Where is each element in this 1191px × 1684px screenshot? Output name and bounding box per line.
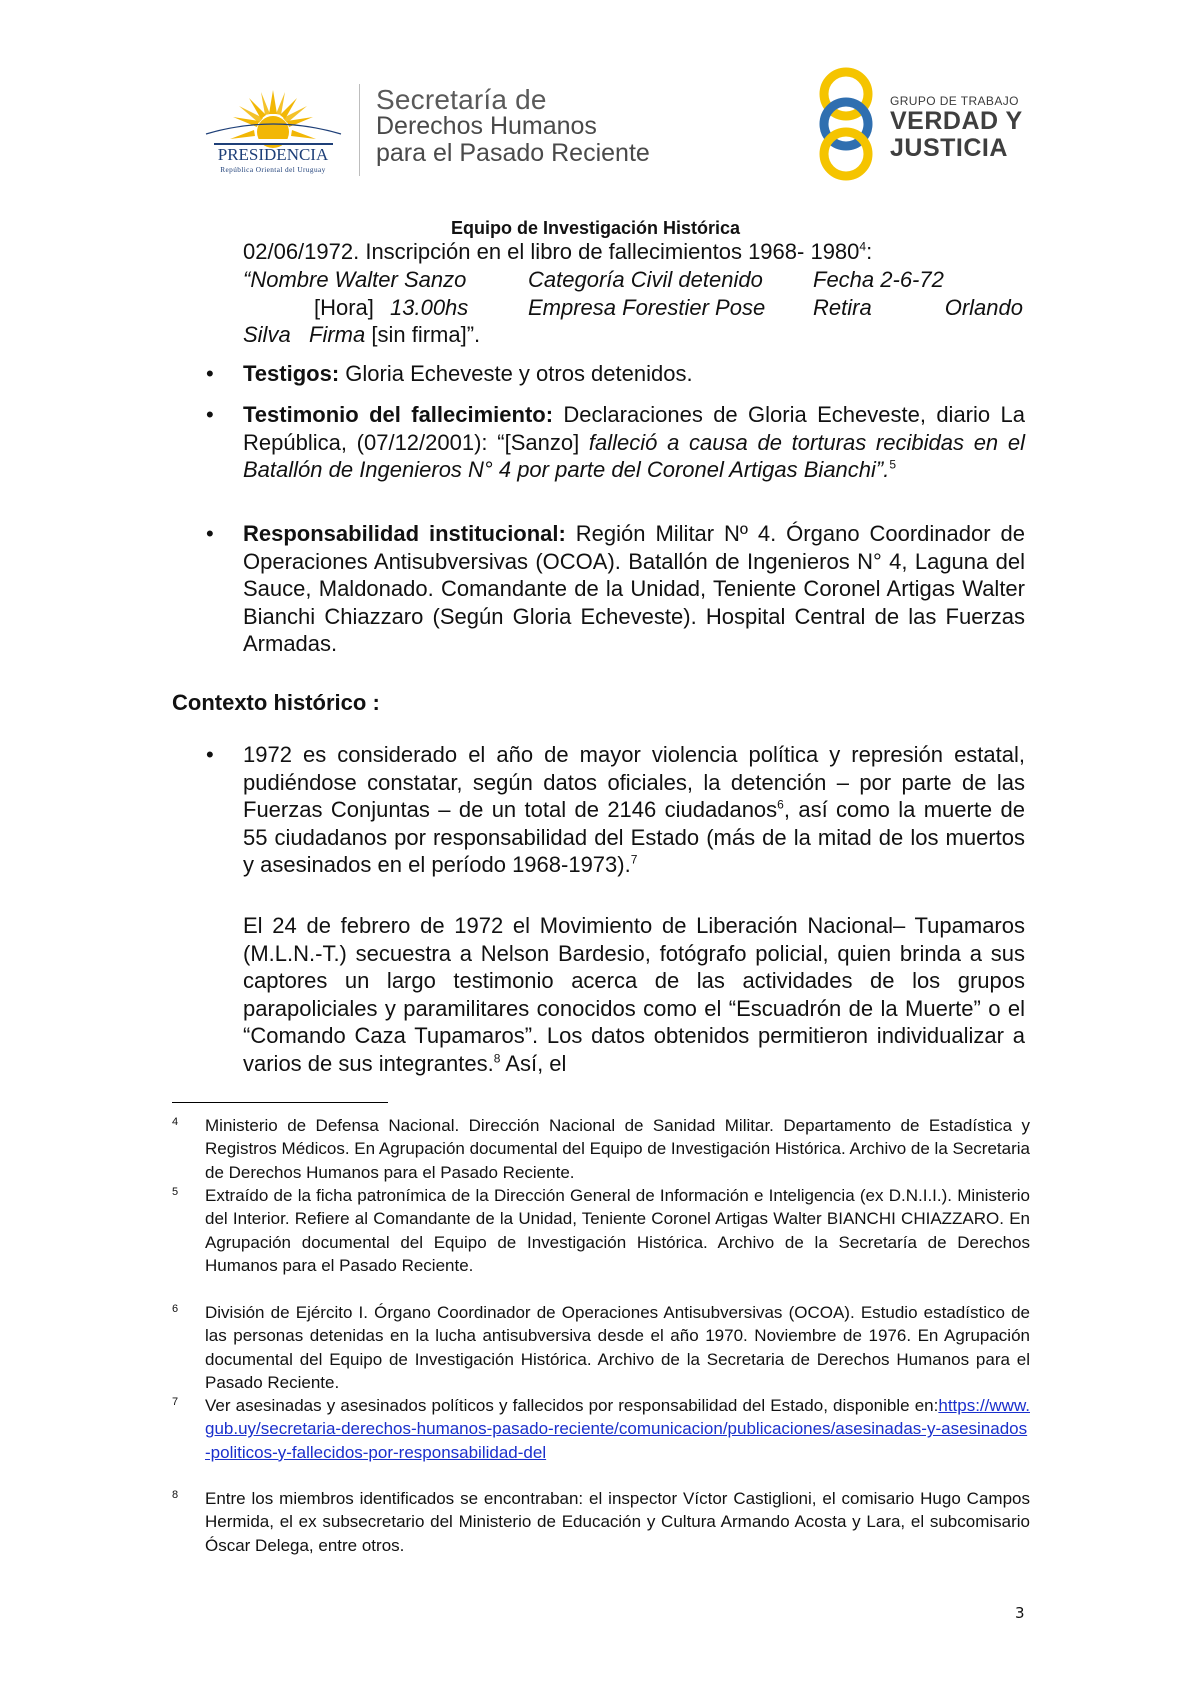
footnote-text: Entre los miembros identificados se encontraban: el inspector Víctor Castiglioni, el comisario Hugo Campos Hermida, el ex subsecretario del Ministerio de Educación y Cultura Armando Acosta y Lara, el subcomisario Óscar Delega, entre otros. xyxy=(205,1489,1030,1555)
context-p2-a: El 24 de febrero de 1972 el Movimiento de Liberación Nacional– Tupamaros (M.L.N.-T.) secuestra a Nelson Bardesio, fotógrafo policial, quien brinda a sus captores un largo testimonio acerca de las actividades de los grupos parapoliciales y paramilitares conocidos como el “Escuadrón de la Muerte” o el “Comando Caza Tupamaros”. Los datos obtenidos permitieron individualizar a varios de sus integrantes. xyxy=(243,913,1025,1076)
context-paragraph-2 xyxy=(243,912,1025,1077)
presidencia-logo xyxy=(196,84,351,176)
footnote-ref-4[interactable]: 4 xyxy=(859,239,867,254)
inscription-line-1 xyxy=(243,238,872,266)
footnote-number: 7 xyxy=(172,1396,179,1408)
gvj-line-1: VERDAD Y xyxy=(890,107,1023,135)
footnote-ref-7[interactable]: 7 xyxy=(630,852,638,867)
inscription-firma: Firma xyxy=(309,322,366,347)
footnote-5 xyxy=(172,1184,1030,1277)
inscription-retira: Retira xyxy=(813,295,872,320)
inscription-empresa: Empresa Forestier Pose xyxy=(528,295,766,320)
footnote-8 xyxy=(172,1487,1030,1557)
testigos-text: Gloria Echeveste y otros detenidos. xyxy=(345,361,693,386)
footnote-separator xyxy=(172,1102,388,1103)
testimonio-label: Testimonio del fallecimiento: xyxy=(243,402,554,427)
sun-emblem-icon xyxy=(196,84,351,176)
secretaria-line-3: para el Pasado Reciente xyxy=(376,139,650,167)
footnote-7-text: Ver asesinadas y asesinados políticos y fallecidos por responsabilidad del Estado, disponible en: xyxy=(205,1396,939,1415)
secretaria-line-2: Derechos Humanos xyxy=(376,112,597,140)
footnote-4 xyxy=(172,1114,1030,1184)
footnote-number: 4 xyxy=(172,1116,179,1128)
context-heading: Contexto histórico : xyxy=(172,690,380,715)
footnote-number: 5 xyxy=(172,1186,179,1198)
inscription-hora: 13.00hs xyxy=(390,295,469,320)
inscription-nombre: “Nombre Walter Sanzo xyxy=(243,267,467,292)
inscription-orlando: Orlando xyxy=(944,295,1023,320)
footnote-6 xyxy=(172,1301,1030,1394)
bullet-testigos-marker: • xyxy=(206,361,214,386)
responsabilidad-label: Responsabilidad institucional: xyxy=(243,521,566,546)
footnote-7 xyxy=(172,1394,1030,1464)
footnote-text: Ministerio de Defensa Nacional. Dirección Nacional de Sanidad Militar. Departamento de Estadística y Registros Médicos. En Agrupación documental del Equipo de Investigación Histórica. Archivo de la Secretaria de Derechos Humanos para el Pasado Reciente. xyxy=(205,1116,1030,1182)
bullet-responsabilidad xyxy=(243,520,1025,658)
context-p1-a: 1972 es considerado el año de mayor violencia política y represión estatal, pudiéndose constatar, según datos oficiales, la detención – por parte de las Fuerzas Conjuntas – de un total de 2146 ciudadanos xyxy=(243,742,1025,822)
inscription-row-3 xyxy=(243,321,480,349)
bullet-testigos xyxy=(243,360,1025,388)
testimonio-text: Declaraciones de Gloria Echeveste, diario La República, (07/12/2001): xyxy=(243,402,1025,455)
context-p2-b: Así, el xyxy=(500,1050,567,1076)
bullet-testimonio xyxy=(243,401,1025,484)
footnote-text xyxy=(205,1394,1030,1464)
testigos-label: Testigos: xyxy=(243,361,340,386)
bullet-responsabilidad-marker: • xyxy=(206,521,214,546)
inscription-fecha: Fecha 2-6-72 xyxy=(813,267,944,292)
footnote-ref-5[interactable]: 5 xyxy=(889,457,897,472)
inscription-sin-firma: [sin firma]”. xyxy=(371,322,481,347)
gvj-line-2: JUSTICIA xyxy=(890,134,1008,162)
page-number: 3 xyxy=(1015,1604,1025,1622)
inscription-hora-label: [Hora] xyxy=(314,295,374,320)
footnote-number: 8 xyxy=(172,1489,179,1501)
team-title: Equipo de Investigación Histórica xyxy=(450,218,741,238)
bullet-testimonio-marker: • xyxy=(206,402,214,427)
inscription-colon: : xyxy=(866,239,873,264)
responsabilidad-text: Región Militar Nº 4. Órgano Coordinador de Operaciones Antisubversivas (OCOA). Batallón de Ingenieros N° 4, Laguna del Sauce, Maldonado. Comandante de la Unidad, Teniente Coronel Artigas Walter Bianchi Chiazzaro (Según Gloria Echeveste). Hospital Central de las Fuerzas Armadas. xyxy=(243,521,1025,656)
footnote-7-link[interactable]: https://www.gub.uy/secretaria-derechos-humanos-pasado-reciente/comunicacion/publicaciones/asesinadas-y-asesinados-politicos-y-fallecidos-por-responsabilidad-del xyxy=(205,1396,1030,1462)
context-bullet-marker: • xyxy=(206,742,214,767)
context-p1-b: , así como la muerte de 55 ciudadanos por responsabilidad del Estado (más de la mitad de los muertos y asesinados en el período 1968-1973). xyxy=(243,797,1026,877)
secretaria-line-1: Secretaría de xyxy=(376,84,547,115)
inscription-categoria: Categoría Civil detenido xyxy=(528,267,763,292)
testimonio-quote-open: “[Sanzo] xyxy=(497,429,589,455)
inscription-silva: Silva xyxy=(243,322,291,347)
verdad-justicia-text xyxy=(890,95,1023,161)
gvj-small-label: GRUPO DE TRABAJO xyxy=(890,94,1019,108)
inscription-text: 02/06/1972. Inscripción en el libro de fallecimientos 1968- 1980 xyxy=(243,239,860,264)
header-divider xyxy=(359,84,360,176)
presidencia-name: PRESIDENCIA xyxy=(217,145,329,164)
secretaria-logo-text xyxy=(376,86,650,167)
context-paragraph-1 xyxy=(243,741,1025,879)
footnote-text: Extraído de la ficha patronímica de la Dirección General de Información e Inteligencia (ex D.N.I.I.). Ministerio del Interior. Refiere al Comandante de la Unidad, Teniente Coronel Artigas Walter BIANCHI CHIAZZARO. En Agrupación documental del Equipo de Investigación Histórica. Archivo de la Secretaría de Derechos Humanos para el Pasado Reciente. xyxy=(205,1186,1030,1275)
footnote-number: 6 xyxy=(172,1303,179,1315)
footnote-ref-8[interactable]: 8 xyxy=(493,1051,501,1066)
footnote-text: División de Ejército I. Órgano Coordinador de Operaciones Antisubversivas (OCOA). Estudio estadístico de las personas detenidas en la lucha antisubversiva desde el año 1970. Noviembre de 1976. En Agrupación documental del Equipo de Investigación Histórica. Archivo de la Secretaria de Derechos Humanos para el Pasado Reciente. xyxy=(205,1303,1030,1392)
footnote-ref-6[interactable]: 6 xyxy=(777,797,784,812)
presidencia-subtitle: República Oriental del Uruguay xyxy=(220,165,326,174)
testimonio-quote: falleció a causa de torturas recibidas en el Batallón de Ingenieros N° 4 por parte del Coronel Artigas Bianchi”. xyxy=(243,429,1025,482)
